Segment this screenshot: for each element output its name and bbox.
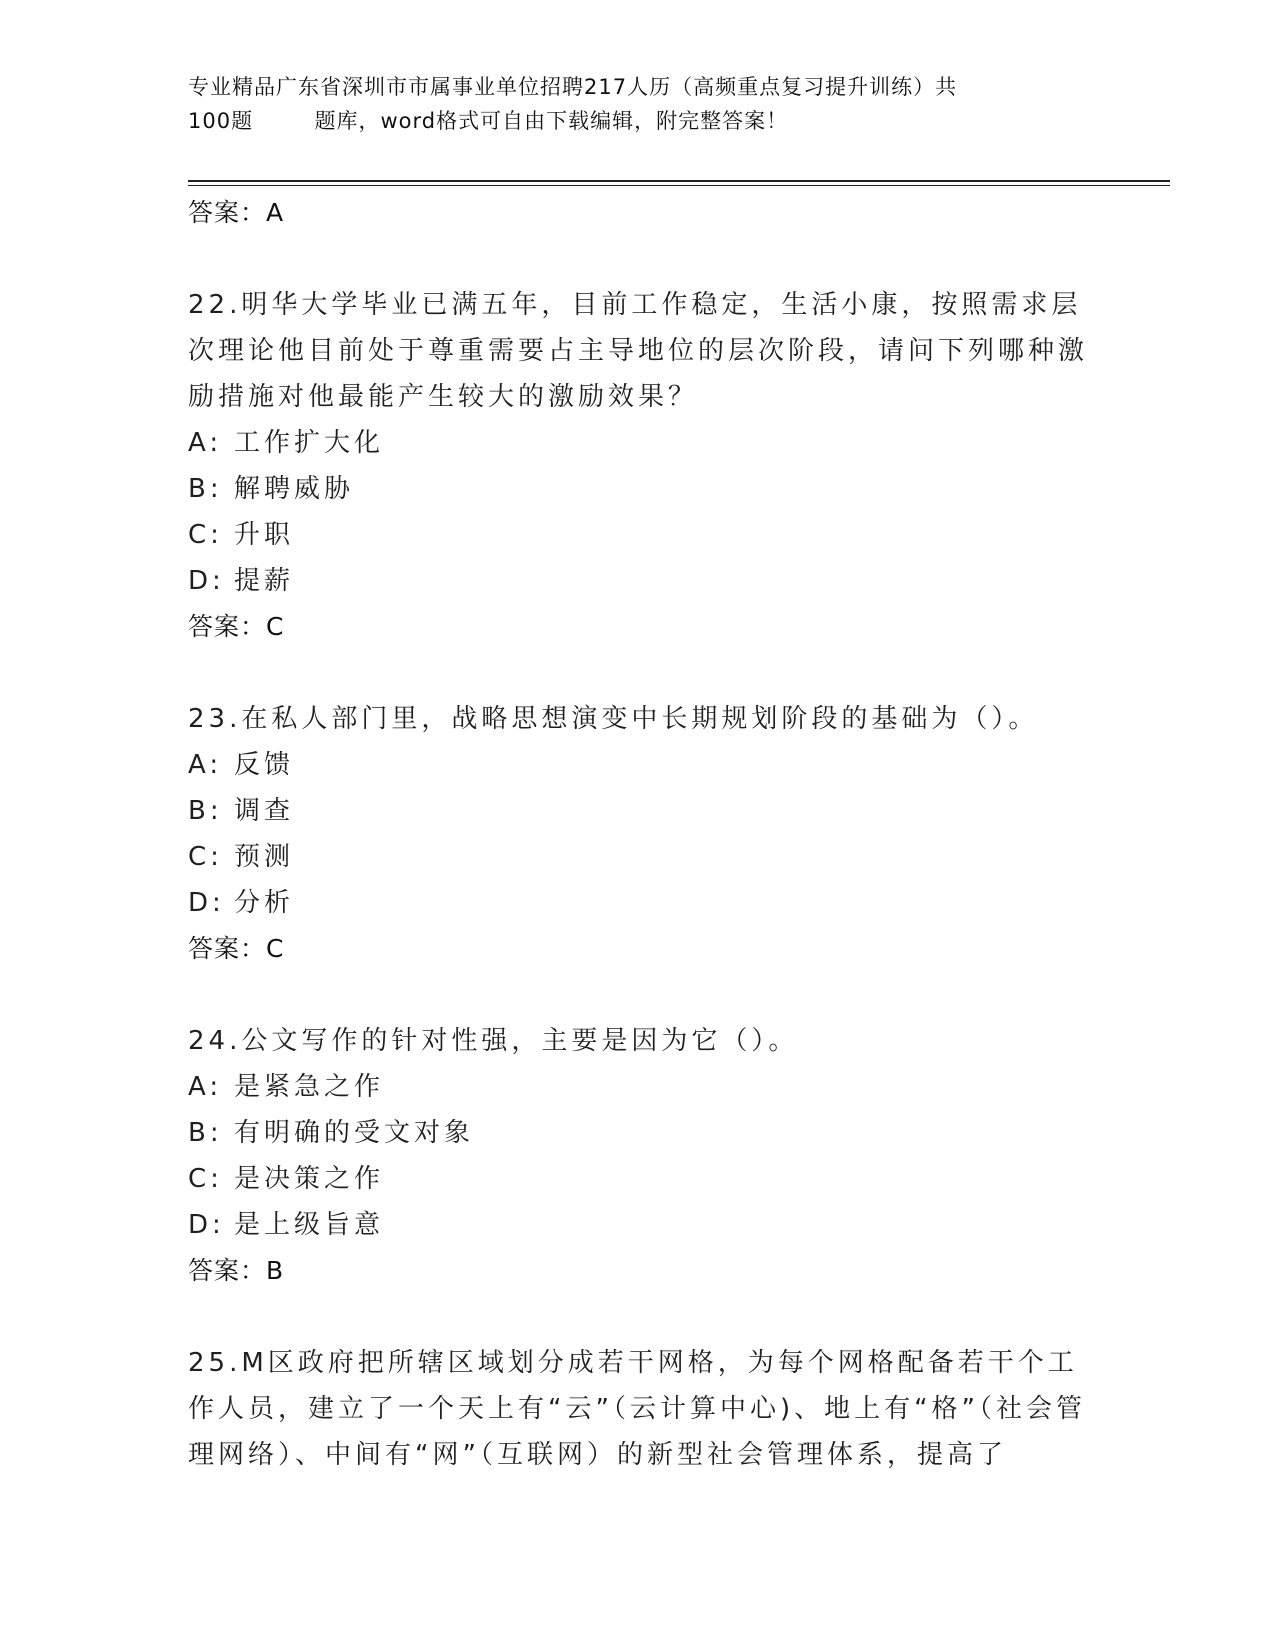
option-text: 调查 xyxy=(234,796,295,826)
option-label: C: xyxy=(188,1164,223,1194)
question-23 xyxy=(188,696,1088,972)
option-b xyxy=(188,788,1088,834)
option-d xyxy=(188,880,1088,926)
option-d xyxy=(188,558,1088,604)
option-label: C: xyxy=(188,842,223,872)
answer-line: 答案：B xyxy=(188,1256,285,1285)
header-rule xyxy=(188,180,1170,182)
option-a xyxy=(188,1064,1088,1110)
option-text: 工作扩大化 xyxy=(234,428,385,458)
header-title-line2: 100题 题库，word格式可自由下载编辑，附完整答案！ xyxy=(188,109,789,133)
option-text: 反馈 xyxy=(234,750,295,780)
option-a xyxy=(188,742,1088,788)
option-label: D: xyxy=(188,888,225,918)
answer-line: 答案：C xyxy=(188,612,285,641)
option-text: 是决策之作 xyxy=(234,1164,385,1194)
option-d xyxy=(188,1202,1088,1248)
option-label: A: xyxy=(188,1072,223,1102)
question-text: 22.明华大学毕业已满五年，目前工作稳定，生活小康，按照需求层次理论他目前处于尊重需要占主导地位的层次阶段，请问下列哪种激励措施对他最能产生较大的激励效果？ xyxy=(188,290,1089,412)
question-text: 25.M区政府把所辖区域划分成若干网格，为每个网格配备若干个工作人员，建立了一个天上有“云”（云计算中心)、地上有“格”（社会管理网络）、中间有“网”（互联网）的新型社会管理体系，提高了 xyxy=(188,1348,1087,1470)
option-b xyxy=(188,466,1088,512)
header-title-line1: 专业精品广东省深圳市市属事业单位招聘217人历（高频重点复习提升训练）共 xyxy=(188,75,958,99)
option-text: 是紧急之作 xyxy=(234,1072,385,1102)
option-label: D: xyxy=(188,566,225,596)
option-label: A: xyxy=(188,750,223,780)
question-text: 24.公文写作的针对性强，主要是因为它（）。 xyxy=(188,1026,799,1056)
question-25 xyxy=(188,1340,1088,1478)
option-label: B: xyxy=(188,474,223,504)
question-24 xyxy=(188,1018,1088,1294)
option-text: 预测 xyxy=(234,842,295,872)
option-label: D: xyxy=(188,1210,225,1240)
option-label: C: xyxy=(188,520,223,550)
option-c xyxy=(188,1156,1088,1202)
answer-line: 答案：A xyxy=(188,198,285,227)
option-text: 升职 xyxy=(234,520,295,550)
option-label: A: xyxy=(188,428,223,458)
option-text: 是上级旨意 xyxy=(234,1210,385,1240)
answer-line: 答案：C xyxy=(188,934,285,963)
question-text: 23.在私人部门里，战略思想演变中长期规划阶段的基础为（）。 xyxy=(188,704,1039,734)
page-header xyxy=(188,70,1088,138)
option-b xyxy=(188,1110,1088,1156)
option-a xyxy=(188,420,1088,466)
option-text: 解聘威胁 xyxy=(234,474,355,504)
option-label: B: xyxy=(188,1118,223,1148)
option-label: B: xyxy=(188,796,223,826)
option-c xyxy=(188,512,1088,558)
option-c xyxy=(188,834,1088,880)
document-body xyxy=(188,190,1088,1478)
option-text: 有明确的受文对象 xyxy=(234,1118,475,1148)
option-text: 提薪 xyxy=(234,566,295,596)
option-text: 分析 xyxy=(234,888,295,918)
question-22 xyxy=(188,282,1088,650)
header-rule-thin xyxy=(188,185,1170,186)
